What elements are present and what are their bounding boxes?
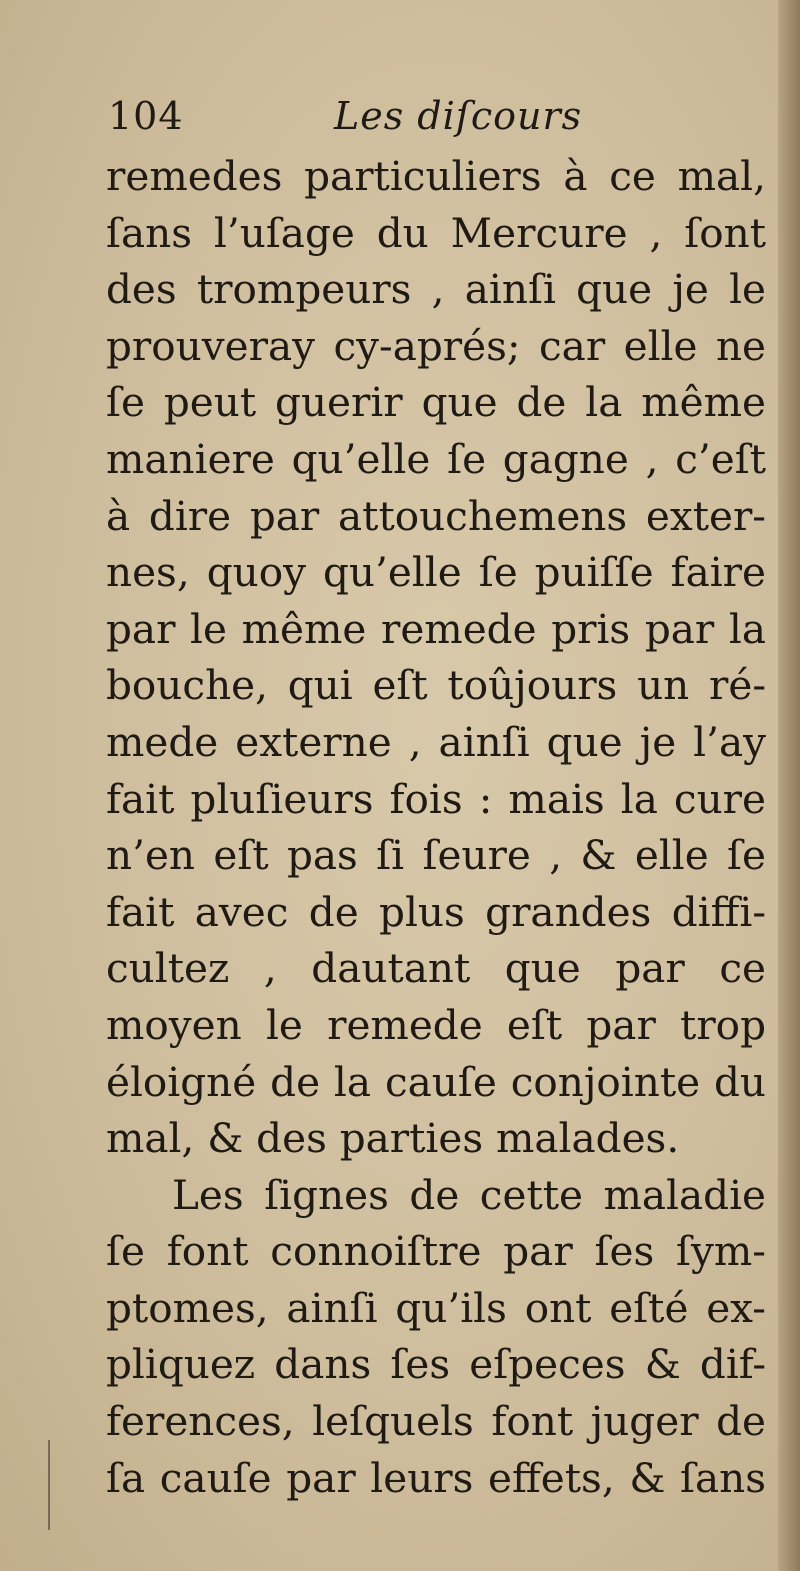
text-line: remedes particuliers à ce mal, [106,152,766,200]
text-line: maniere qu’elle ſe gagne , c’eſt [106,434,766,483]
body-text [106,148,766,1506]
text-line: prouveray cy-aprés; car elle ne [106,321,766,370]
text-line: cultez , dautant que par ce [106,944,766,993]
text-line: ſa cauſe par leurs effets, & ſans [106,1453,766,1502]
margin-mark [48,1440,50,1530]
running-title: Les diſcours [334,94,583,138]
text-line: moyen le remede eſt par trop [106,1000,766,1049]
text-line: ferences, leſquels font juger de [106,1397,766,1446]
text-line: fait avec de plus grandes diffi- [106,887,766,936]
text-line: des trompeurs , ainſi que je le [106,265,766,314]
text-line: à dire par attouchemens exter- [106,491,766,540]
page-header [108,86,768,146]
text-line: par le même remede pris par la [106,604,766,653]
text-line-paragraph-end: mal, & des parties malades. [106,1114,680,1163]
text-line: ſe peut guerir que de la même [106,378,766,427]
text-line: ſans l’uſage du Mercure , ſont [106,208,766,257]
page-gutter [778,0,800,1571]
text-line: pliquez dans ſes eſpeces & dif- [106,1340,766,1389]
text-line: fait pluſieurs fois : mais la cure [106,774,766,823]
text-line: bouche, qui eſt toûjours un ré- [106,661,766,710]
text-line: éloigné de la cauſe conjointe du [106,1057,766,1106]
text-line: mede externe , ainſi que je l’ay [106,717,766,766]
text-line: ptomes, ainſi qu’ils ont eſté ex- [106,1283,766,1332]
text-line-paragraph-start: Les ſignes de cette maladie [172,1170,766,1219]
text-line: ſe font connoiſtre par ſes ſym- [106,1227,766,1276]
text-line: n’en eſt pas ſi ſeure , & elle ſe [106,831,766,880]
text-line: nes, quoy qu’elle ſe puiſſe faire [106,548,766,597]
page-number: 104 [108,94,184,138]
